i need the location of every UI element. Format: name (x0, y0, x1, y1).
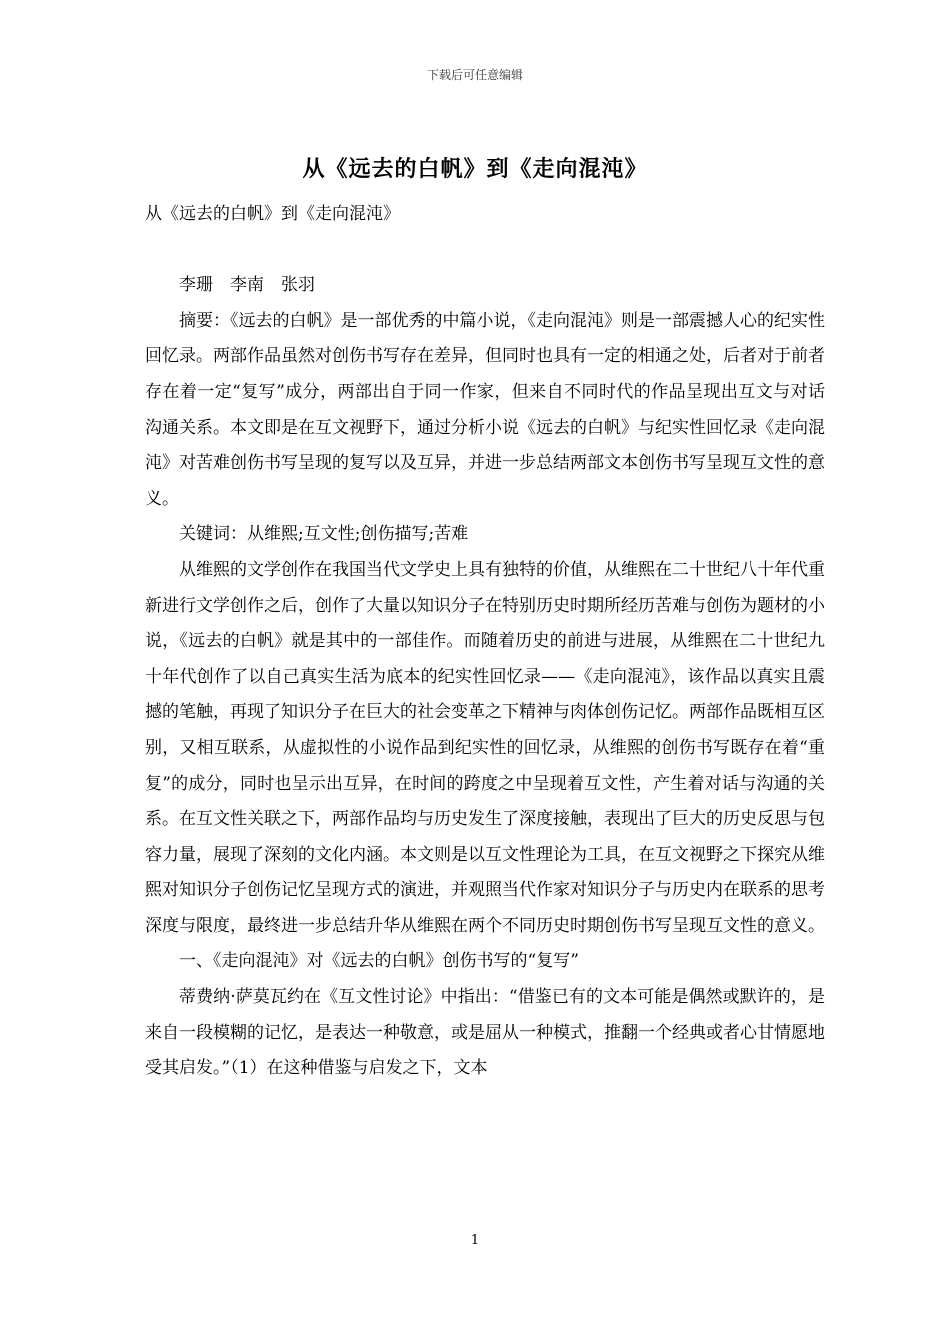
body-paragraph: 蒂费纳·萨莫瓦约在《互文性讨论》中指出：“借鉴已有的文本可能是偶然或默许的，是来自一段模糊的记忆，是表达一种敬意，或是屈从一种模式，推翻一个经典或者心甘情愿地受其启发。”（1）在这种借鉴与启发之下，文本 (145, 987, 825, 1079)
abstract-paragraph: 摘要：《远去的白帆》是一部优秀的中篇小说，《走向混沌》则是一部震撼人心的纪实性回忆录。两部作品虽然对创伤书写存在差异，但同时也具有一定的相通之处，后者对于前者存在着一定“复写”成分，两部出自于同一作家，但来自不同时代的作品呈现出互文与对话沟通关系。本文即是在互文视野下，通过分析小说《远去的白帆》与纪实性回忆录《走向混沌》对苦难创伤书写呈现的复写以及互异，并进一步总结两部文本创伤书写呈现互文性的意义。 (145, 310, 825, 509)
page-number: 1 (470, 1233, 480, 1248)
authors-line: 李珊 李南 张羽 (179, 275, 315, 296)
header-note: 下载后可任意编辑 (426, 68, 523, 82)
document-title: 从《远去的白帆》到《走向混沌》 (302, 156, 648, 182)
section-heading: 一、《走向混沌》对《远去的白帆》创伤书写的“复写” (179, 951, 579, 972)
subtitle: 从《远去的白帆》到《走向混沌》 (145, 204, 400, 224)
document-body (145, 197, 825, 1087)
body-paragraph: 从维熙的文学创作在我国当代文学史上具有独特的价值，从维熙在二十世纪八十年代重新进行文学创作之后，创作了大量以知识分子在特别历史时期所经历苦难与创伤为题材的小说，《远去的白帆》就是其中的一部佳作。而随着历史的前进与进展，从维熙在二十世纪九十年代创作了以自己真实生活为底本的纪实性回忆录——《走向混沌》，该作品以真实且震撼的笔触，再现了知识分子在巨大的社会变革之下精神与肉体创伤记忆。两部作品既相互区别，又相互联系，从虚拟性的小说作品到纪实性的回忆录，从维熙的创伤书写既存在着“重复”的成分，同时也呈示出互异，在时间的跨度之中呈现着互文性，产生着对话与沟通的关系。在互文性关联之下，两部作品均与历史发生了深度接触，表现出了巨大的历史反思与包容力量，展现了深刻的文化内涵。本文则是以互文性理论为工具，在互文视野之下探究从维熙对知识分子创伤记忆呈现方式的演进，并观照当代作家对知识分子与历史内在联系的思考深度与限度，最终进一步总结升华从维熙在两个不同历史时期创伤书写呈现互文性的意义。 (145, 559, 825, 936)
keywords-line: 关键词：从维熙;互文性;创伤描写;苦难 (179, 524, 469, 545)
